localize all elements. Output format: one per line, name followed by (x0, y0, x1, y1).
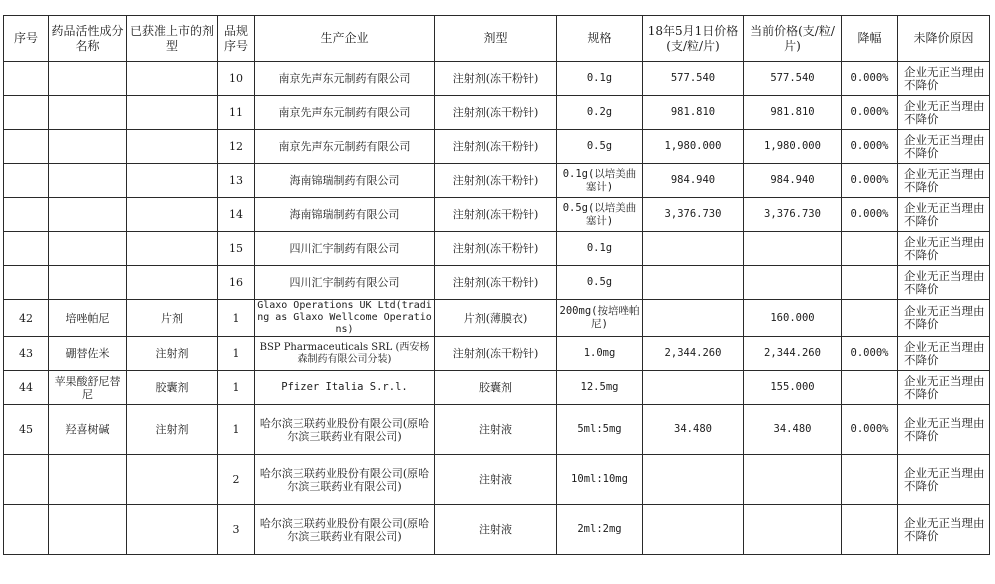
cell-dosage-form: 注射剂(冻干粉针) (435, 164, 557, 198)
header-ingredient: 药品活性成分名称 (49, 16, 127, 62)
table-row (4, 266, 990, 300)
cell-price-may (643, 266, 744, 300)
header-price-now: 当前价格(支/粒/片) (744, 16, 842, 62)
cell-reduction (842, 455, 898, 505)
cell-dosage-form: 注射剂(冻干粉针) (435, 198, 557, 232)
cell-manufacturer: 哈尔滨三联药业股份有限公司(原哈尔滨三联药业有限公司) (255, 455, 435, 505)
cell-approved-form (127, 130, 218, 164)
cell-reduction: 0.000% (842, 62, 898, 96)
cell-approved-form: 片剂 (127, 300, 218, 337)
cell-ingredient (49, 266, 127, 300)
cell-dosage-form: 注射液 (435, 455, 557, 505)
cell-manufacturer: 海南锦瑞制药有限公司 (255, 164, 435, 198)
table-row (4, 96, 990, 130)
cell-manufacturer: 哈尔滨三联药业股份有限公司(原哈尔滨三联药业有限公司) (255, 505, 435, 555)
table-row (4, 371, 990, 405)
cell-spec-seq: 12 (218, 130, 255, 164)
cell-dosage-form: 注射剂(冻干粉针) (435, 96, 557, 130)
cell-reason: 企业无正当理由不降价 (898, 455, 990, 505)
cell-dosage-form: 注射剂(冻干粉针) (435, 130, 557, 164)
cell-seq: 43 (4, 337, 49, 371)
cell-ingredient: 羟喜树碱 (49, 405, 127, 455)
cell-spec: 0.5g (557, 266, 643, 300)
cell-approved-form (127, 232, 218, 266)
cell-ingredient (49, 232, 127, 266)
cell-price-now: 155.000 (744, 371, 842, 405)
cell-price-now: 34.480 (744, 405, 842, 455)
cell-manufacturer: 哈尔滨三联药业股份有限公司(原哈尔滨三联药业有限公司) (255, 405, 435, 455)
cell-dosage-form: 注射剂(冻干粉针) (435, 266, 557, 300)
cell-ingredient: 苹果酸舒尼替尼 (49, 371, 127, 405)
cell-price-now: 1,980.000 (744, 130, 842, 164)
cell-reason: 企业无正当理由不降价 (898, 198, 990, 232)
table-row (4, 232, 990, 266)
cell-dosage-form: 胶囊剂 (435, 371, 557, 405)
cell-seq: 42 (4, 300, 49, 337)
cell-manufacturer: 四川汇宇制药有限公司 (255, 266, 435, 300)
cell-reason: 企业无正当理由不降价 (898, 337, 990, 371)
cell-reason: 企业无正当理由不降价 (898, 300, 990, 337)
cell-approved-form: 胶囊剂 (127, 371, 218, 405)
cell-dosage-form: 注射液 (435, 405, 557, 455)
cell-seq (4, 62, 49, 96)
cell-price-now: 160.000 (744, 300, 842, 337)
header-price-may: 18年5月1日价格(支/粒/片) (643, 16, 744, 62)
cell-ingredient (49, 198, 127, 232)
header-approved-form: 已获准上市的剂型 (127, 16, 218, 62)
cell-approved-form (127, 62, 218, 96)
header-dosage-form: 剂型 (435, 16, 557, 62)
cell-seq (4, 198, 49, 232)
cell-manufacturer: 海南锦瑞制药有限公司 (255, 198, 435, 232)
cell-reason: 企业无正当理由不降价 (898, 505, 990, 555)
cell-reduction: 0.000% (842, 198, 898, 232)
table-row (4, 337, 990, 371)
cell-reason: 企业无正当理由不降价 (898, 130, 990, 164)
cell-price-now (744, 266, 842, 300)
cell-ingredient (49, 164, 127, 198)
cell-spec: 2ml:2mg (557, 505, 643, 555)
cell-price-may: 577.540 (643, 62, 744, 96)
table-row (4, 405, 990, 455)
table-row (4, 130, 990, 164)
cell-manufacturer: 南京先声东元制药有限公司 (255, 130, 435, 164)
cell-dosage-form: 注射液 (435, 505, 557, 555)
cell-spec-seq: 1 (218, 371, 255, 405)
cell-price-may: 3,376.730 (643, 198, 744, 232)
cell-price-now: 2,344.260 (744, 337, 842, 371)
cell-reduction: 0.000% (842, 130, 898, 164)
cell-ingredient (49, 96, 127, 130)
cell-spec: 1.0mg (557, 337, 643, 371)
cell-price-may: 984.940 (643, 164, 744, 198)
cell-approved-form (127, 96, 218, 130)
cell-reduction: 0.000% (842, 96, 898, 130)
cell-manufacturer: 南京先声东元制药有限公司 (255, 96, 435, 130)
cell-spec: 12.5mg (557, 371, 643, 405)
cell-reason: 企业无正当理由不降价 (898, 266, 990, 300)
cell-price-may (643, 300, 744, 337)
cell-seq (4, 232, 49, 266)
table-row (4, 62, 990, 96)
cell-reduction: 0.000% (842, 337, 898, 371)
drug-price-table (3, 15, 990, 555)
cell-price-may: 1,980.000 (643, 130, 744, 164)
header-spec-seq: 品规序号 (218, 16, 255, 62)
cell-spec: 0.2g (557, 96, 643, 130)
cell-price-may (643, 232, 744, 266)
cell-spec: 0.1g (557, 62, 643, 96)
cell-price-may: 2,344.260 (643, 337, 744, 371)
cell-price-may: 34.480 (643, 405, 744, 455)
cell-approved-form: 注射剂 (127, 337, 218, 371)
cell-ingredient (49, 455, 127, 505)
cell-reason: 企业无正当理由不降价 (898, 371, 990, 405)
cell-approved-form: 注射剂 (127, 405, 218, 455)
cell-spec-seq: 15 (218, 232, 255, 266)
cell-manufacturer: Pfizer Italia S.r.l. (255, 371, 435, 405)
cell-spec-seq: 13 (218, 164, 255, 198)
cell-ingredient: 培唑帕尼 (49, 300, 127, 337)
cell-reduction (842, 371, 898, 405)
cell-spec-seq: 10 (218, 62, 255, 96)
cell-reduction (842, 232, 898, 266)
cell-price-now (744, 455, 842, 505)
cell-spec-seq: 1 (218, 300, 255, 337)
cell-dosage-form: 注射剂(冻干粉针) (435, 232, 557, 266)
cell-spec-seq: 3 (218, 505, 255, 555)
cell-reason: 企业无正当理由不降价 (898, 164, 990, 198)
header-reason: 未降价原因 (898, 16, 990, 62)
cell-spec-seq: 16 (218, 266, 255, 300)
cell-price-now (744, 505, 842, 555)
cell-spec-seq: 2 (218, 455, 255, 505)
cell-spec-seq: 11 (218, 96, 255, 130)
cell-ingredient (49, 62, 127, 96)
cell-manufacturer: 四川汇宇制药有限公司 (255, 232, 435, 266)
cell-spec-seq: 1 (218, 337, 255, 371)
cell-reduction: 0.000% (842, 405, 898, 455)
cell-spec: 0.5g (557, 130, 643, 164)
cell-price-now: 3,376.730 (744, 198, 842, 232)
cell-seq (4, 505, 49, 555)
cell-price-now: 984.940 (744, 164, 842, 198)
cell-spec: 10ml:10mg (557, 455, 643, 505)
cell-reduction (842, 505, 898, 555)
table-row (4, 505, 990, 555)
table-row (4, 198, 990, 232)
cell-seq (4, 96, 49, 130)
cell-approved-form (127, 505, 218, 555)
cell-manufacturer: Glaxo Operations UK Ltd(trading as Glaxo Wellcome Operations) (255, 300, 435, 337)
header-seq: 序号 (4, 16, 49, 62)
cell-reduction (842, 300, 898, 337)
cell-spec: 0.1g (557, 232, 643, 266)
cell-dosage-form: 注射剂(冻干粉针) (435, 62, 557, 96)
cell-price-now: 981.810 (744, 96, 842, 130)
cell-spec: 0.1g(以培美曲塞计) (557, 164, 643, 198)
table-row (4, 300, 990, 337)
cell-spec: 0.5g(以培美曲塞计) (557, 198, 643, 232)
cell-seq: 45 (4, 405, 49, 455)
cell-price-may (643, 371, 744, 405)
cell-ingredient: 硼替佐米 (49, 337, 127, 371)
header-spec: 规格 (557, 16, 643, 62)
cell-ingredient (49, 130, 127, 164)
cell-approved-form (127, 455, 218, 505)
cell-reduction (842, 266, 898, 300)
cell-spec: 200mg(按培唑帕尼) (557, 300, 643, 337)
cell-approved-form (127, 164, 218, 198)
cell-price-may: 981.810 (643, 96, 744, 130)
cell-seq (4, 130, 49, 164)
cell-dosage-form: 片剂(薄膜衣) (435, 300, 557, 337)
cell-seq: 44 (4, 371, 49, 405)
table-row (4, 164, 990, 198)
cell-reason: 企业无正当理由不降价 (898, 96, 990, 130)
cell-reason: 企业无正当理由不降价 (898, 405, 990, 455)
cell-reason: 企业无正当理由不降价 (898, 232, 990, 266)
cell-spec-seq: 14 (218, 198, 255, 232)
cell-approved-form (127, 198, 218, 232)
cell-reason: 企业无正当理由不降价 (898, 62, 990, 96)
cell-seq (4, 164, 49, 198)
header-row (4, 16, 990, 62)
cell-reduction: 0.000% (842, 164, 898, 198)
table-row (4, 455, 990, 505)
cell-approved-form (127, 266, 218, 300)
cell-seq (4, 455, 49, 505)
cell-price-may (643, 455, 744, 505)
cell-dosage-form: 注射剂(冻干粉针) (435, 337, 557, 371)
cell-manufacturer: 南京先声东元制药有限公司 (255, 62, 435, 96)
cell-price-may (643, 505, 744, 555)
cell-ingredient (49, 505, 127, 555)
cell-spec-seq: 1 (218, 405, 255, 455)
cell-seq (4, 266, 49, 300)
cell-spec: 5ml:5mg (557, 405, 643, 455)
cell-price-now: 577.540 (744, 62, 842, 96)
cell-manufacturer: BSP Pharmaceuticals SRL (西安杨森制药有限公司分装) (255, 337, 435, 371)
cell-price-now (744, 232, 842, 266)
header-manufacturer: 生产企业 (255, 16, 435, 62)
header-reduction: 降幅 (842, 16, 898, 62)
